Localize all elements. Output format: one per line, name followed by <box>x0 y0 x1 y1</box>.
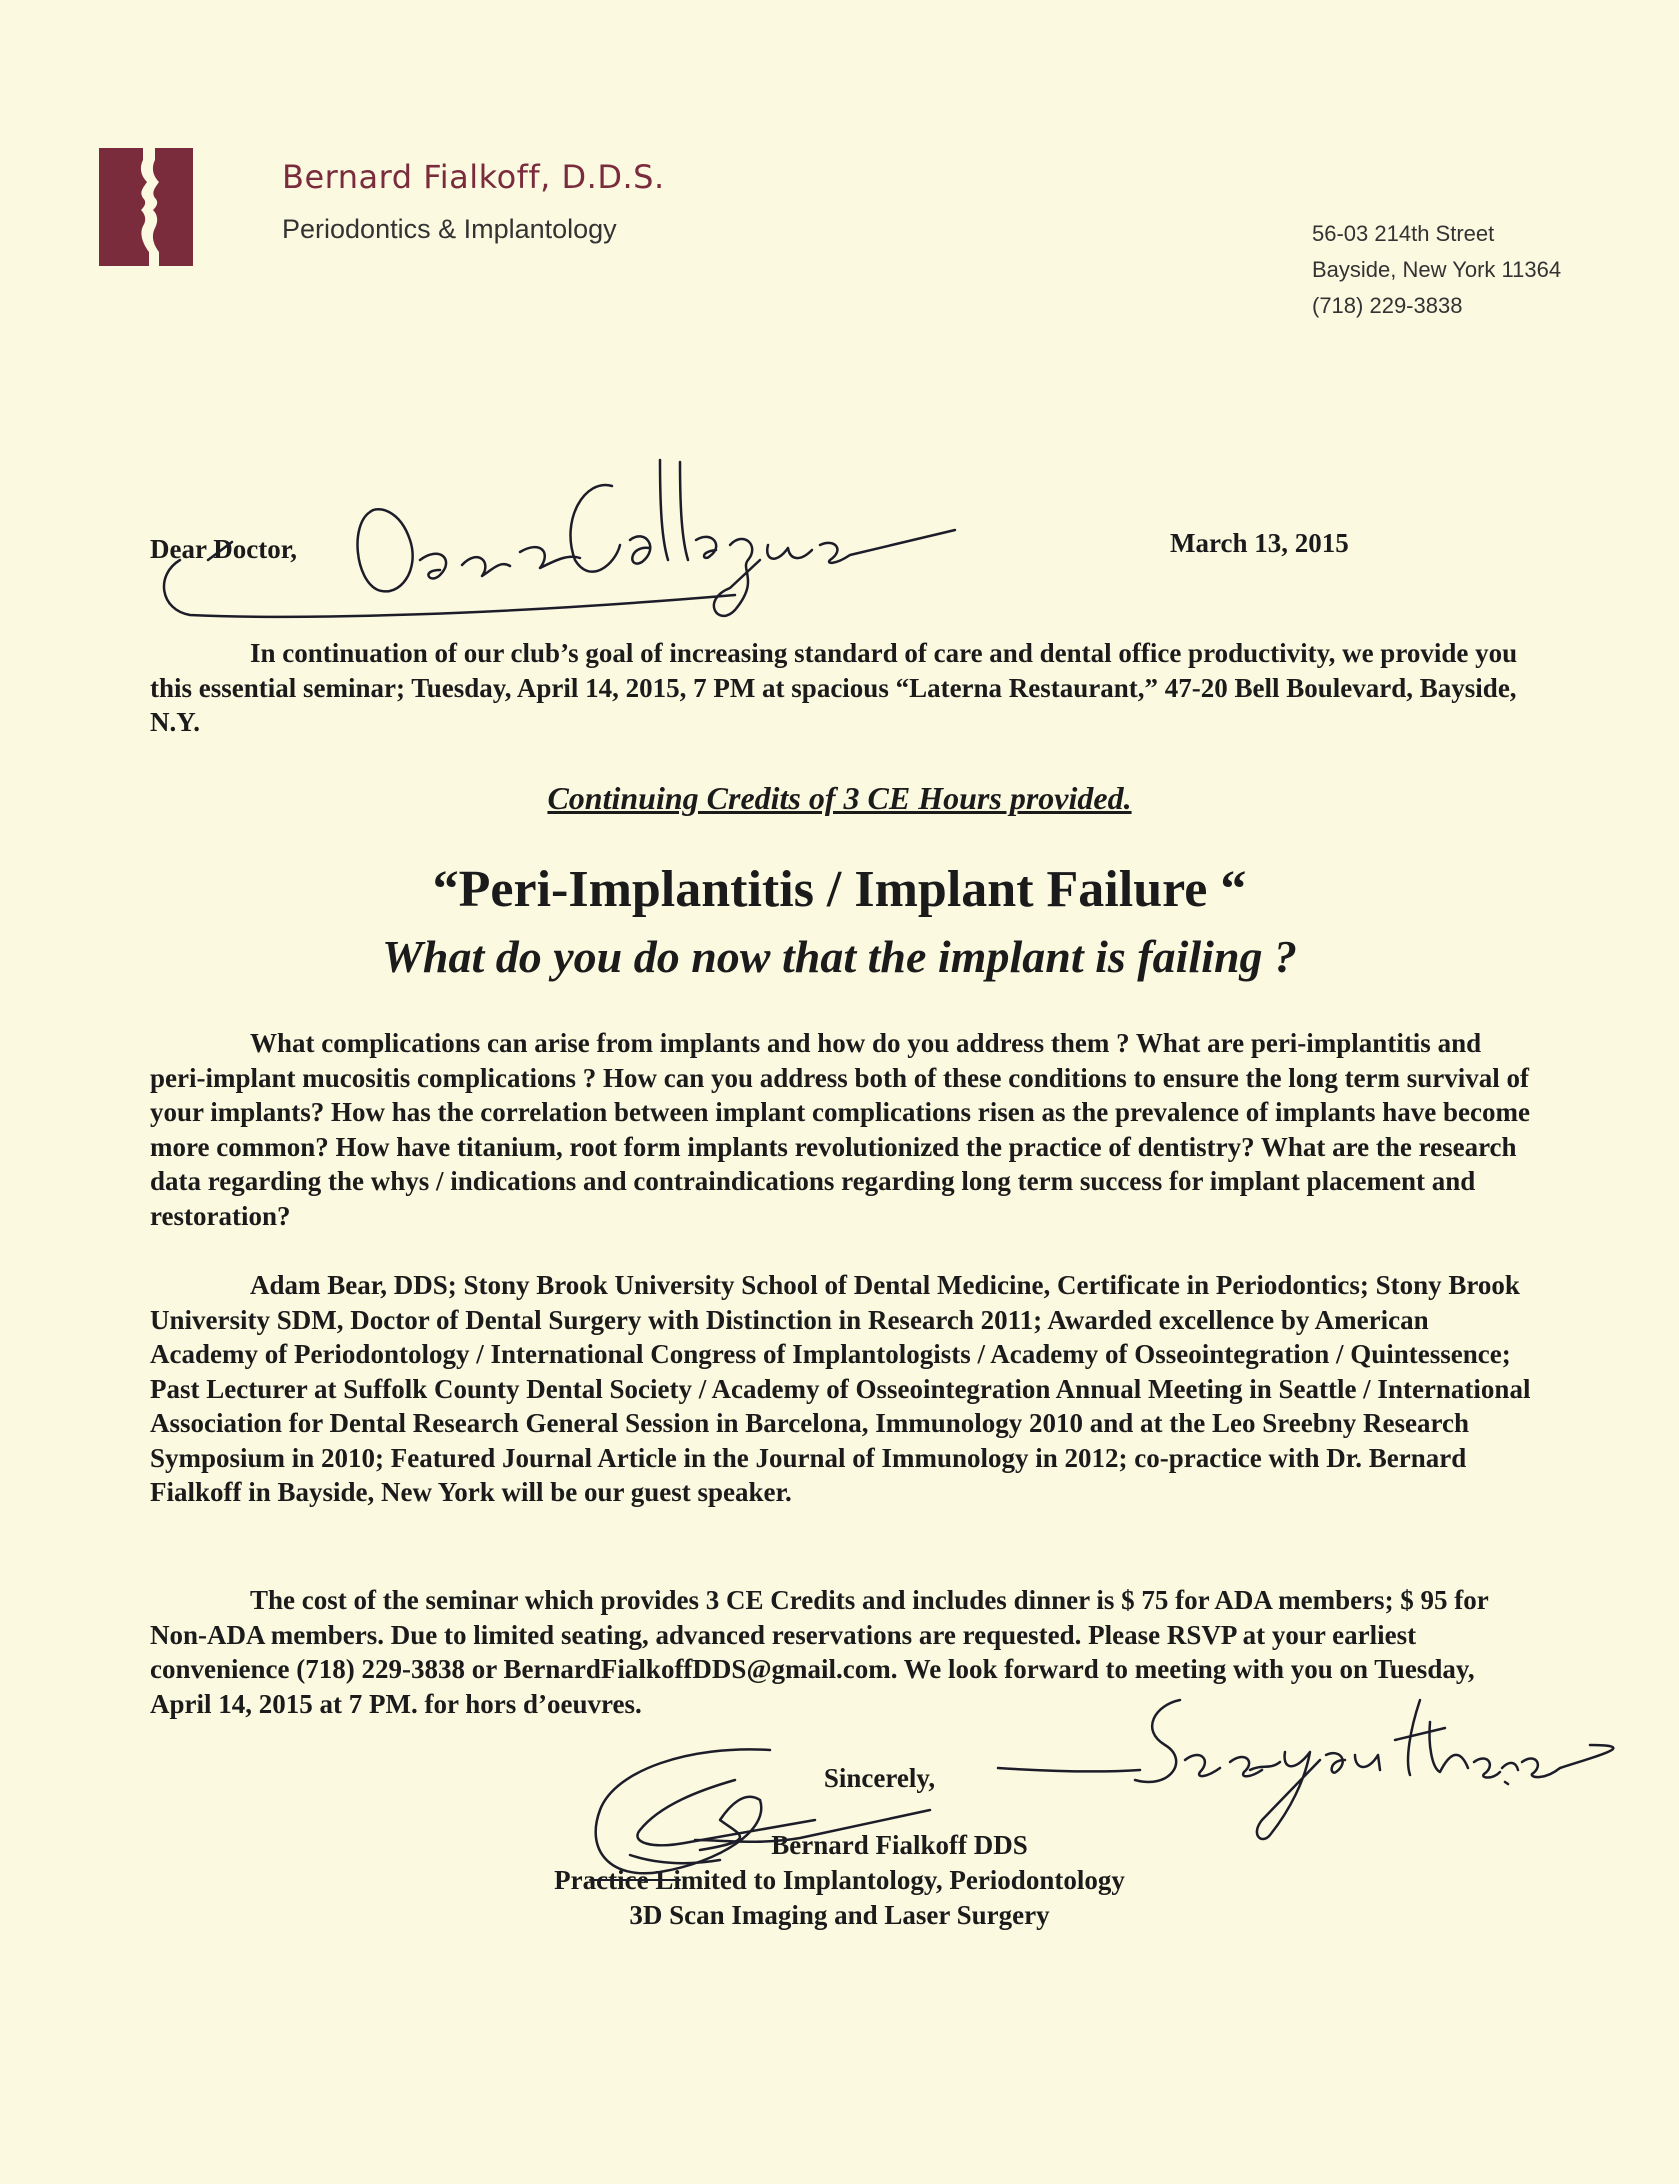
practice-logo <box>99 148 193 266</box>
practice-limitation: Practice Limited to Implantology, Periodontology <box>554 1865 1125 1895</box>
speaker-text: Adam Bear, DDS; Stony Brook University School of Dental Medicine, Certificate in Periodontics; Stony Brook University SDM, Doctor of Dental Surgery with Distinction in Research 2011; Awarded excellence by American Academy of Periodontology / International Congress of Implantologists / Academy of Osseointegration / Quintessence; Past Lecturer at Suffolk County Dental Society / Academy of Osseointegration Annual Meeting in Seattle / International Association for Dental Research General Session in Barcelona, Immunology 2010 and at the Leo Sreebny Research Symposium in 2010; Featured Journal Article in the Journal of Immunology in 2012; co-practice with Dr. Bernard Fialkoff in Bayside, New York will be our guest speaker. <box>150 1270 1531 1507</box>
closing: Sincerely, <box>823 1763 936 1793</box>
seminar-title: “Peri-Implantitis / Implant Failure “ <box>432 861 1247 918</box>
address-phone: (718) 229-3838 <box>1312 293 1463 318</box>
letter-date: March 13, 2015 <box>1170 528 1349 558</box>
address-street: 56-03 214th Street <box>1312 221 1495 246</box>
intro-text: In continuation of our club’s goal of increasing standard of care and dental office productivity, we provide you this essential seminar; Tuesday, April 14, 2015, 7 PM at spacious “Laterna Restaurant,” 47-20 Bell Boulevard, Bayside, N.Y. <box>150 638 1518 737</box>
intro-paragraph <box>150 636 1540 740</box>
salutation: Dear Doctor, <box>150 534 297 564</box>
cost-paragraph <box>150 1583 1540 1721</box>
practice-address <box>1312 216 1561 324</box>
questions-paragraph <box>150 1026 1540 1233</box>
speaker-paragraph <box>150 1268 1540 1510</box>
practice-services: 3D Scan Imaging and Laser Surgery <box>629 1900 1050 1930</box>
practice-name: Bernard Fialkoff, D.D.S. <box>282 158 665 196</box>
address-city: Bayside, New York 11364 <box>1312 257 1562 282</box>
signer-name: Bernard Fialkoff DDS <box>771 1830 1028 1860</box>
practice-specialty: Periodontics & Implantology <box>282 214 617 244</box>
cost-text: The cost of the seminar which provides 3 CE Credits and includes dinner is $ 75 for ADA members; $ 95 for Non-ADA members. Due to limited seating, advanced reservations are requested. Please RSVP at your earliest convenience (718) 229-3838 or BernardFialkoffDDS@gmail.com. We look forward to meeting with you on Tuesday, April 14, 2015 at 7 PM. for hors d’oeuvres. <box>150 1585 1489 1719</box>
seminar-subtitle: What do you do now that the implant is failing ? <box>381 931 1298 982</box>
questions-text: What complications can arise from implants and how do you address them ? What are peri-implantitis and peri-implant mucositis complications ? How can you address both of these conditions to ensure the long term survival of your implants? How has the correlation between implant complications risen as the prevalence of implants have become more common? How have titanium, root form implants revolutionized the practice of dentistry? What are the research data regarding the whys / indications and contraindications regarding long term success for implant placement and restoration? <box>150 1028 1530 1231</box>
ce-credits-notice: Continuing Credits of 3 CE Hours provided. <box>547 780 1132 816</box>
